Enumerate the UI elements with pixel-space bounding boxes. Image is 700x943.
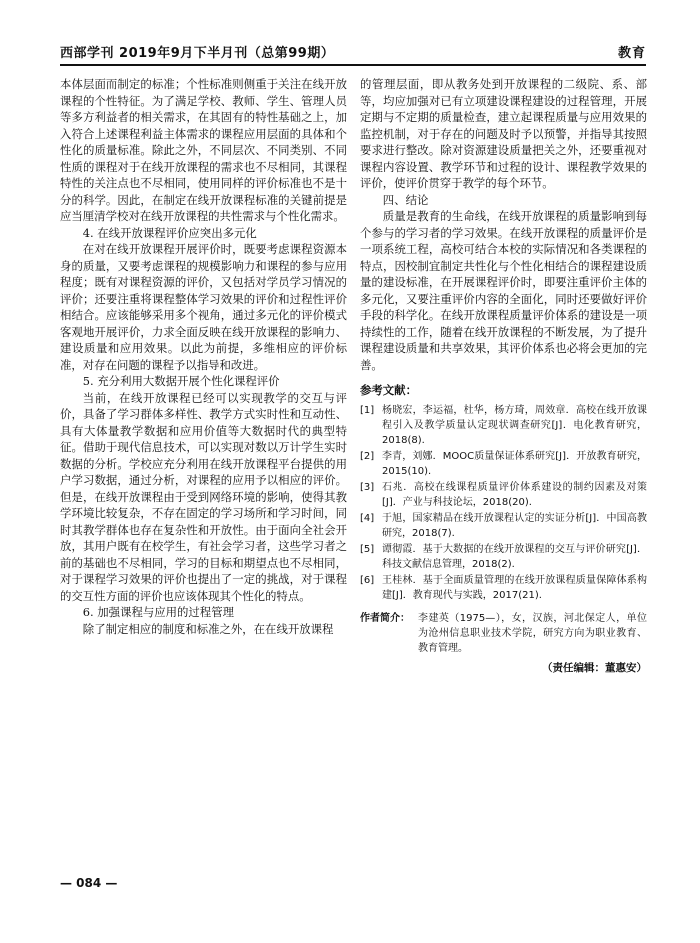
reference-text: 谭彻霞．基于大数据的在线开放课程的交互与评价研究[J]．科技文献信息管理，2018(2). — [382, 543, 647, 570]
running-header — [60, 40, 646, 66]
section-heading-conclusion: 四、结论 — [382, 192, 429, 207]
paragraph: 质量是教育的生命线，在线开放课程的质量影响到每个参与的学习者的学习效果。在线开放课程的质量评价是一项系统工程，高校可结合本校的实际情况和各类课程的特点，因校制宜制定共性化与个性化相结合的课程建设质量的建设标准，在开展课程评价时，即要注重评价主体的多元化，又要注重评价内容的全面化，同时还要做好评价手段的科学化。在线开放课程质量评价体系的建设是一项持续性的工作，随着在线开放课程的不断发展，为了提升课程建设质量和共享效果，其评价体系也必将会更加的完善。 — [360, 209, 647, 372]
subsection-heading: 4. 在线开放课程评价应突出多元化 — [82, 225, 257, 240]
paragraph: 在对在线开放课程开展评价时，既要考虑课程资源本身的质量，又要考虑课程的规模影响力和课程的参与应用程度；既有对课程资源的评价，又包括对学员学习情况的评价；还要注重将课程整体学习效果的评价和过程性评价相结合。应该能够采用多个视角，通过多元化的评价模式客观地开展评价，力求全面反映在线开放课程的影响力、建设质量和应用效果。以此为前提，多维相应的评价标准，对存在问题的课程予以指导和改进。 — [60, 242, 347, 372]
reference-number: [3] — [360, 481, 375, 493]
journal-title: 西部学刊 2019年9月下半月刊（总第99期） — [60, 46, 335, 61]
reference-number: [6] — [360, 574, 375, 586]
paragraph: 的管理层面，即从教务处到开放课程的二级院、系、部等，均应加强对已有立项建设课程建设的过程管理，开展定期与不定期的质量检查，建立起课程质量与应用效果的监控机制，对于存在的问题及时予以预警，并指导其按照要求进行整改。除对资源建设质量把关之外，还要重视对课程内容设置、教学环节和过程的设计、课程教学效果的评价，使评价贯穿于教学的每个环节。 — [360, 77, 647, 190]
reference-number: [1] — [360, 404, 375, 416]
author-bio-label: 作者简介： — [360, 612, 410, 624]
left-column — [60, 76, 347, 637]
reference-number: [4] — [360, 512, 375, 524]
subsection-heading: 5. 充分利用大数据开展个性化课程评价 — [82, 374, 280, 388]
reference-text: 杨晓宏，李运福，杜华，杨方琦，周效章．高校在线开放课程引入及教学质量认定现状调查研究[J]．电化教育研究，2018(8). — [382, 404, 647, 446]
reference-text: 于旭，国家精品在线开放课程认定的实证分析[J]．中国高教研究，2018(7). — [382, 512, 647, 539]
subsection-heading: 6. 加强课程与应用的过程管理 — [82, 605, 234, 619]
reference-item — [360, 403, 647, 448]
section-title: 教育 — [617, 46, 646, 61]
right-column — [360, 76, 647, 676]
reference-number: [2] — [360, 450, 375, 462]
responsible-editor: （责任编辑：董惠安） — [542, 661, 647, 674]
reference-text: 石兆．高校在线课程质量评价体系建设的制约因素及对策[J]．产业与科技论坛，2018(20). — [382, 481, 647, 508]
reference-item — [360, 573, 647, 603]
paragraph: 除了制定相应的制度和标准之外，在在线开放课程 — [82, 621, 334, 636]
paragraph: 本体层面而制定的标准；个性标准则侧重于关注在线开放课程的个性特征。为了满足学校、教师、学生、管理人员等多方利益者的相关需求，在其固有的特性基础之上，加入符合上述课程利益主体需求的课程应用层面的具体和个性化的质量标准。除此之外，不同层次、不同类别、不同性质的课程对于在线开放课程的需求也不尽相同，其课程特性的关注点也不尽相同，使用同样的评价标准也不是十分的科学。因此，在制定在线开放课程标准的关键前提是应当厘清学校对在线开放课程的共性需求与个性化需求。 — [60, 77, 347, 223]
paragraph: 当前，在线开放课程已经可以实现教学的交互与评价，具备了学习群体多样性、教学方式实时性和互动性、具有大体量教学数据和应用价值等大数据时代的典型特征。借助于现代信息技术，可以实现对数以万计学生实时数据的分析。学校应充分利用在线开放课程平台提供的用户学习数据，通过分析，对课程的应用予以相应的评价。但是，在线开放课程由于受到网络环境的影响，使得其教学环境比较复杂，不存在固定的学习场所和学习时间，同时其教学群体也存在复杂性和开放性。由于面向全社会开放，其用户既有在校学生，有社会学习者，这些学习者之前的基础也不尽相同，学习的目标和期望点也不尽相同，对于课程学习效果的评价也提出了一定的挑战，对于课程的交互性方面的评价也应该体现其个性化的特点。 — [60, 390, 347, 603]
reference-text: 王桂林．基于全面质量管理的在线开放课程质量保障体系构建[J]．教育现代与实践，2017(21). — [382, 574, 647, 601]
reference-item — [360, 480, 647, 510]
author-bio — [360, 611, 647, 656]
references-title: 参考文献： — [360, 383, 417, 397]
page-number: — 084 — — [60, 876, 118, 890]
author-bio-text: 李建英（1975—），女，汉族，河北保定人，单位为沧州信息职业技术学院，研究方向为职业教育、教育管理。 — [418, 612, 647, 654]
reference-text: 李青，刘娜．MOOC质量保证体系研究[J]．开放教育研究，2015(10). — [382, 450, 647, 477]
reference-item — [360, 511, 647, 541]
reference-item — [360, 542, 647, 572]
reference-number: [5] — [360, 543, 375, 555]
reference-item — [360, 449, 647, 479]
reference-list — [360, 403, 647, 603]
